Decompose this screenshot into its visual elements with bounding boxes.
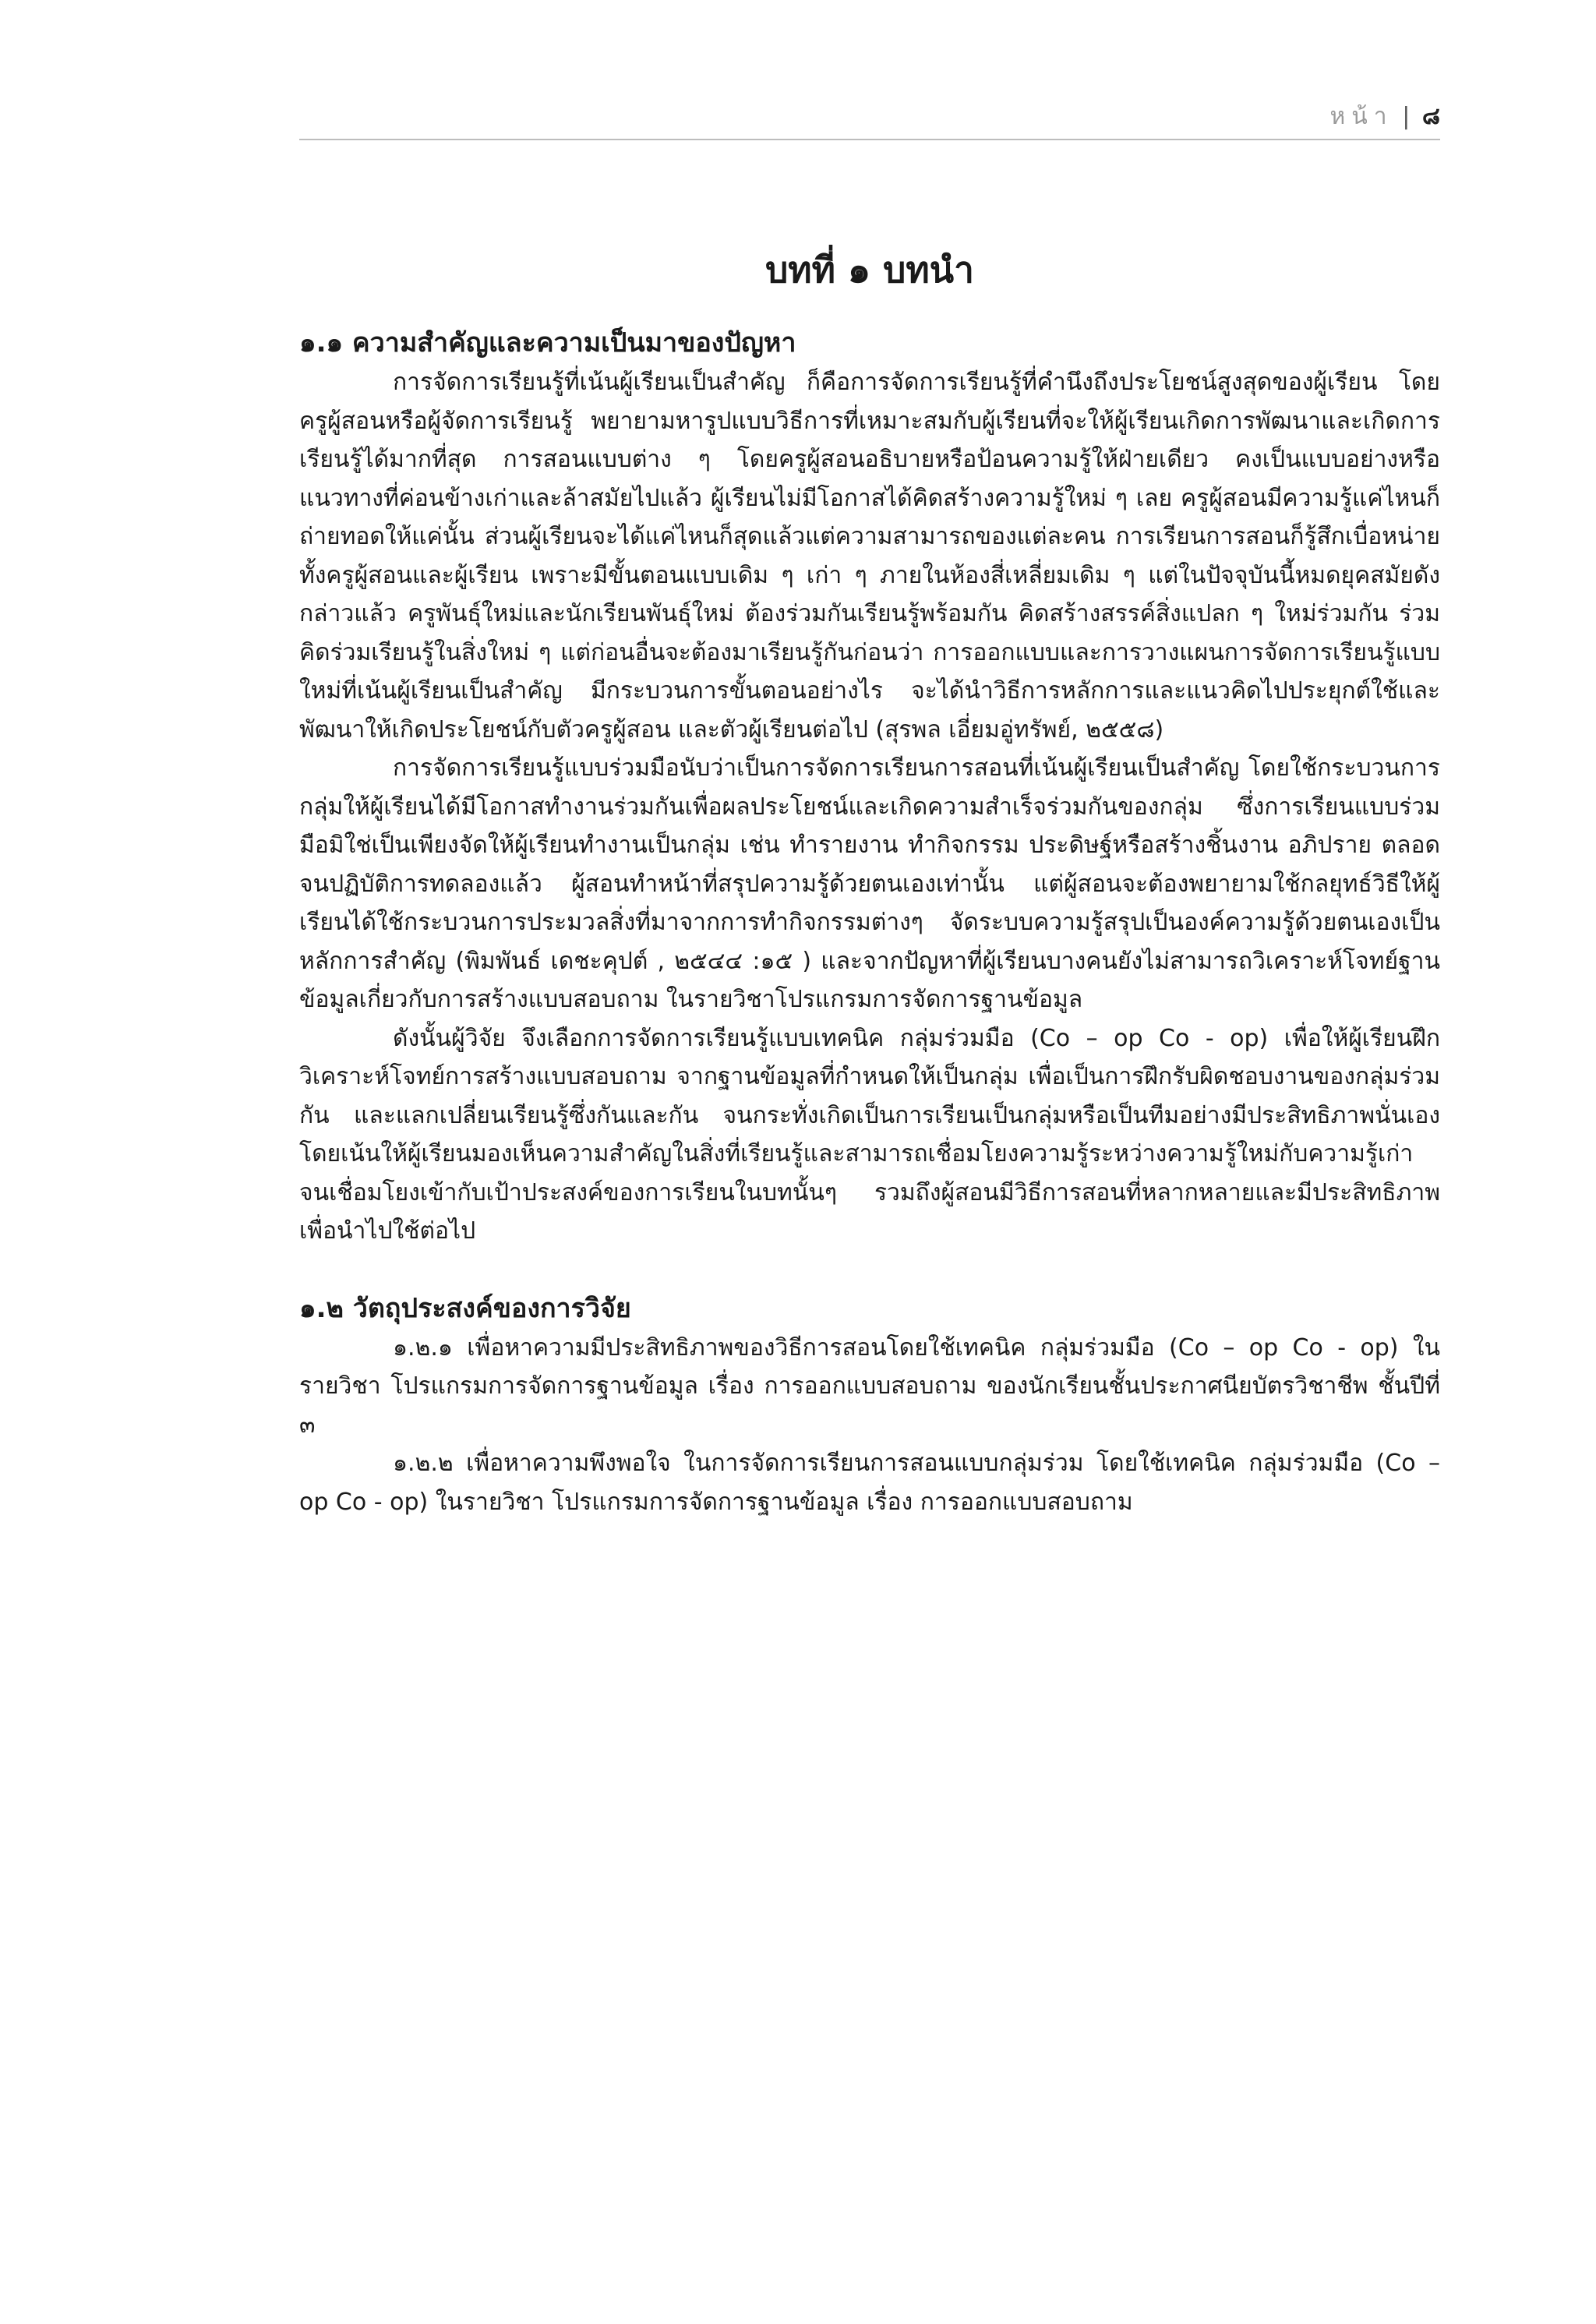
section-1-1-paragraph-1: การจัดการเรียนรู้ที่เน้นผู้เรียนเป็นสำคัญ ก็คือการจัดการเรียนรู้ที่คำนึงถึงประโยชน์สูงสุดของผู้เรียน โดยครูผู้สอนหรือผู้จัดการเรียนรู้ พยายามหารูปแบบวิธีการที่เหมาะสมกับผู้เรียนที่จะให้ผู้เรียนเกิดการพัฒนาและเกิดการเรียนรู้ได้มากที่สุด การสอนแบบต่าง ๆ โดยครูผู้สอนอธิบายหรือป้อนความรู้ให้ฝ่ายเดียว คงเป็นแบบอย่างหรือแนวทางที่ค่อนข้างเก่าและล้าสมัยไปแล้ว ผู้เรียนไม่มีโอกาสได้คิดสร้างความรู้ใหม่ ๆ เลย ครูผู้สอนมีความรู้แค่ไหนก็ถ่ายทอดให้แค่นั้น ส่วนผู้เรียนจะได้แค่ไหนก็สุดแล้วแต่ความสามารถของแต่ละคน การเรียนการสอนก็รู้สึกเบื่อหน่ายทั้งครูผู้สอนและผู้เรียน เพราะมีขั้นตอนแบบเดิม ๆ เก่า ๆ ภายในห้องสี่เหลี่ยมเดิม ๆ แต่ในปัจจุบันนี้หมดยุคสมัยดังกล่าวแล้ว ครูพันธุ์ใหม่และนักเรียนพันธุ์ใหม่ ต้องร่วมกันเรียนรู้พร้อมกัน คิดสร้างสรรค์สิ่งแปลก ๆ ใหม่ร่วมกัน ร่วมคิดร่วมเรียนรู้ในสิ่งใหม่ ๆ แต่ก่อนอื่นจะต้องมาเรียนรู้กันก่อนว่า การออกแบบและการวางแผนการจัดการเรียนรู้แบบใหม่ที่เน้นผู้เรียนเป็นสำคัญ มีกระบวนการขั้นตอนอย่างไร จะได้นำวิธีการหลักการและแนวคิดไปประยุกต์ใช้และพัฒนาให้เกิดประโยชน์กับตัวครูผู้สอน และตัวผู้เรียนต่อไป (สุรพล เอี่ยมอู่ทรัพย์, ๒๕๕๘) (299, 369, 1440, 743)
page-header (299, 100, 1440, 140)
page-separator: | (1402, 103, 1411, 130)
section-spacer (299, 1251, 1440, 1288)
page-label: หน้า (1329, 103, 1393, 130)
document-body (299, 232, 1440, 1521)
objective-1-2-2: ๑.๒.๒ เพื่อหาความพึงพอใจ ในการจัดการเรียนการสอนแบบกลุ่มร่วม โดยใช้เทคนิค กลุ่มร่วมมือ (Co – op Co - op) ในรายวิชา โปรแกรมการจัดการฐานข้อมูล เรื่อง การออกแบบสอบถาม (299, 1450, 1440, 1516)
objective-1-2-1: ๑.๒.๑ เพื่อหาความมีประสิทธิภาพของวิธีการสอนโดยใช้เทคนิค กลุ่มร่วมมือ (Co – op Co - op) ในรายวิชา โปรแกรมการจัดการฐานข้อมูล เรื่อง การออกแบบสอบถาม ของนักเรียนชั้นประกาศนียบัตรวิชาชีพ ชั้นปีที่ ๓ (299, 1333, 1440, 1439)
section-heading-1-2: ๑.๒ วัตถุประสงค์ของการวิจัย (299, 1292, 631, 1324)
chapter-title: บทที่ ๑ บทนำ (765, 249, 974, 291)
section-1-1-paragraph-3: ดังนั้นผู้วิจัย จึงเลือกการจัดการเรียนรู้แบบเทคนิค กลุ่มร่วมมือ (Co – op Co - op) เพื่อให้ผู้เรียนฝึกวิเคราะห์โจทย์การสร้างแบบสอบถาม จากฐานข้อมูลที่กำหนดให้เป็นกลุ่ม เพื่อเป็นการฝึกรับผิดชอบงานของกลุ่มร่วมกัน และแลกเปลี่ยนเรียนรู้ซึ่งกันและกัน จนกระทั่งเกิดเป็นการเรียนเป็นกลุ่มหรือเป็นทีมอย่างมีประสิทธิภาพนั่นเอง โดยเน้นให้ผู้เรียนมองเห็นความสำคัญในสิ่งที่เรียนรู้และสามารถเชื่อมโยงความรู้ระหว่างความรู้ใหม่กับความรู้เก่าจนเชื่อมโยงเข้ากับเป้าประสงค์ของการเรียนในบทนั้นๆ รวมถึงผู้สอนมีวิธีการสอนที่หลากหลายและมีประสิทธิภาพเพื่อนำไปใช้ต่อไป (299, 1024, 1440, 1245)
section-heading-1-1: ๑.๑ ความสำคัญและความเป็นมาของปัญหา (299, 327, 796, 358)
section-1-1-paragraph-2: การจัดการเรียนรู้แบบร่วมมือนับว่าเป็นการจัดการเรียนการสอนที่เน้นผู้เรียนเป็นสำคัญ โดยใช้กระบวนการกลุ่มให้ผู้เรียนได้มีโอกาสทำงานร่วมกันเพื่อผลประโยชน์และเกิดความสำเร็จร่วมกันของกลุ่ม ซึ่งการเรียนแบบร่วมมือมิใช่เป็นเพียงจัดให้ผู้เรียนทำงานเป็นกลุ่ม เช่น ทำรายงาน ทำกิจกรรม ประดิษฐ์หรือสร้างชิ้นงาน อภิปราย ตลอดจนปฏิบัติการทดลองแล้ว ผู้สอนทำหน้าที่สรุปความรู้ด้วยตนเองเท่านั้น แต่ผู้สอนจะต้องพยายามใช้กลยุทธ์วิธีให้ผู้เรียนได้ใช้กระบวนการประมวลสิ่งที่มาจากการทำกิจกรรมต่างๆ จัดระบบความรู้สรุปเป็นองค์ความรู้ด้วยตนเองเป็นหลักการสำคัญ (พิมพันธ์ เดชะคุปต์ , ๒๕๔๔ :๑๕ ) และจากปัญหาที่ผู้เรียนบางคนยังไม่สามารถวิเคราะห์โจทย์ฐานข้อมูลเกี่ยวกับการสร้างแบบสอบถาม ในรายวิชาโปรแกรมการจัดการฐานข้อมูล (299, 754, 1440, 1013)
page-number: ๘ (1421, 103, 1440, 130)
page-number-block (1330, 100, 1441, 134)
